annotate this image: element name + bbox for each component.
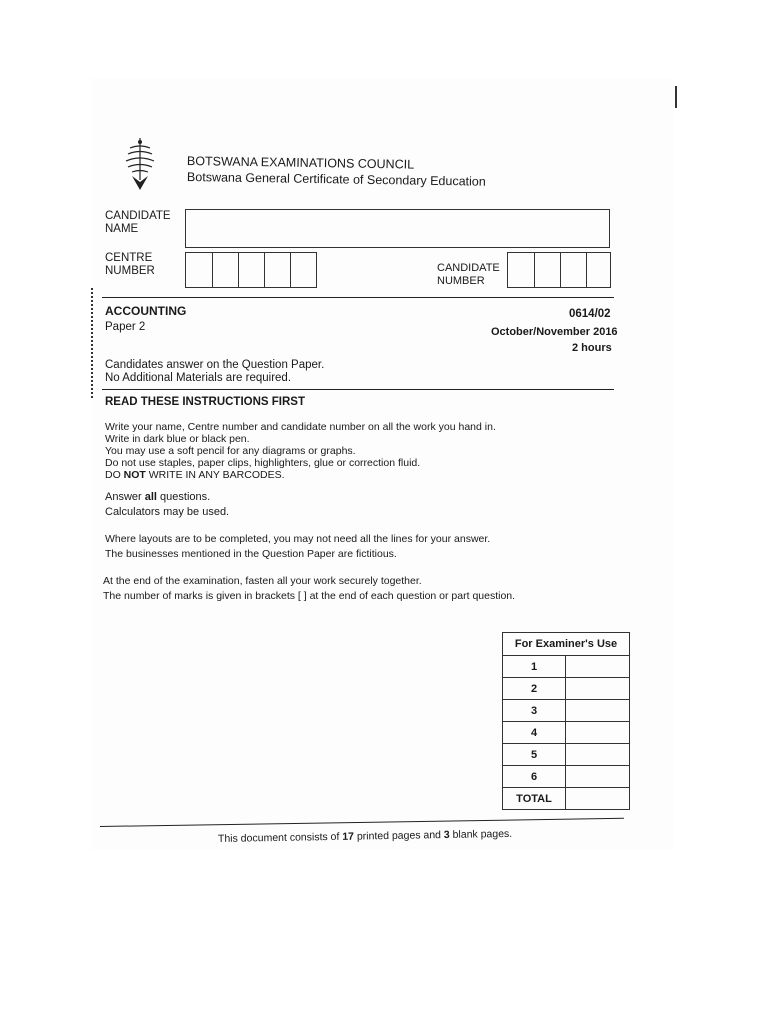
- table-row: [503, 678, 630, 700]
- layout-notes: Where layouts are to be completed, you may not need all the lines for your answer. The businesses mentioned in the Question Paper are fictitious.: [105, 533, 491, 560]
- subject-name: ACCOUNTING: [105, 304, 187, 318]
- examiner-use-table: [502, 632, 630, 810]
- instructions-list: Write your name, Centre number and candidate number on all the work you hand in. Write in dark blue or black pen. You may use a soft pencil for any diagrams or graphs. Do not use staples, paper clips, highlighters, glue or correction fluid. DO NOT WRITE IN ANY BARCODES.: [105, 421, 496, 481]
- question-number: 1: [503, 656, 566, 678]
- exam-session: October/November 2016: [491, 326, 618, 338]
- mark-cell[interactable]: [566, 656, 630, 678]
- end-notes: At the end of the examination, fasten all your work securely together. The number of marks is given in brackets [ ] at the end of each question or part question.: [103, 575, 516, 602]
- question-number: 2: [503, 678, 566, 700]
- centre-number-label: CENTRE NUMBER: [105, 252, 155, 277]
- question-number: 4: [503, 722, 566, 744]
- binding-marks: [91, 288, 95, 398]
- digit-separator: [264, 253, 265, 287]
- candidate-name-label: CANDIDATE NAME: [105, 210, 171, 235]
- exam-cover-page: [92, 78, 674, 850]
- digit-separator: [586, 253, 587, 287]
- candidate-name-field[interactable]: [185, 209, 610, 248]
- total-cell[interactable]: [566, 788, 630, 810]
- paper-number: Paper 2: [105, 321, 146, 333]
- mark-cell[interactable]: [566, 744, 630, 766]
- digit-separator: [534, 253, 535, 287]
- council-logo-icon: [120, 136, 160, 192]
- question-number: 6: [503, 766, 566, 788]
- scan-edge-mark: [675, 86, 677, 108]
- table-row: [503, 656, 630, 678]
- section-divider: [102, 297, 614, 298]
- table-row: [503, 700, 630, 722]
- table-row: [503, 766, 630, 788]
- candidate-number-label: CANDIDATE NUMBER: [437, 262, 500, 287]
- centre-number-field[interactable]: [185, 252, 317, 288]
- mark-cell[interactable]: [566, 722, 630, 744]
- digit-separator: [290, 253, 291, 287]
- question-number: 3: [503, 700, 566, 722]
- instructions-heading: READ THESE INSTRUCTIONS FIRST: [105, 396, 305, 408]
- mark-cell[interactable]: [566, 700, 630, 722]
- table-row: [503, 744, 630, 766]
- mark-cell[interactable]: [566, 766, 630, 788]
- syllabus-code: 0614/02: [569, 308, 611, 320]
- total-label: TOTAL: [503, 788, 566, 810]
- digit-separator: [560, 253, 561, 287]
- certificate-title: Botswana General Certificate of Secondary Education: [186, 170, 486, 189]
- materials-text: Candidates answer on the Question Paper. No Additional Materials are required.: [105, 359, 325, 384]
- page-count-note: This document consists of 17 printed pages and 3 blank pages.: [217, 827, 513, 845]
- digit-separator: [238, 253, 239, 287]
- table-row: [503, 788, 630, 810]
- examiner-table-heading: For Examiner's Use: [503, 633, 630, 656]
- answer-instructions: Answer all questions. Calculators may be used.: [105, 491, 230, 518]
- question-number: 5: [503, 744, 566, 766]
- candidate-number-field[interactable]: [507, 252, 611, 288]
- digit-separator: [212, 253, 213, 287]
- mark-cell[interactable]: [566, 678, 630, 700]
- section-divider: [102, 389, 614, 390]
- exam-duration: 2 hours: [572, 342, 612, 354]
- table-row: [503, 722, 630, 744]
- footer-rule: [100, 818, 624, 827]
- council-title: BOTSWANA EXAMINATIONS COUNCIL: [186, 154, 415, 172]
